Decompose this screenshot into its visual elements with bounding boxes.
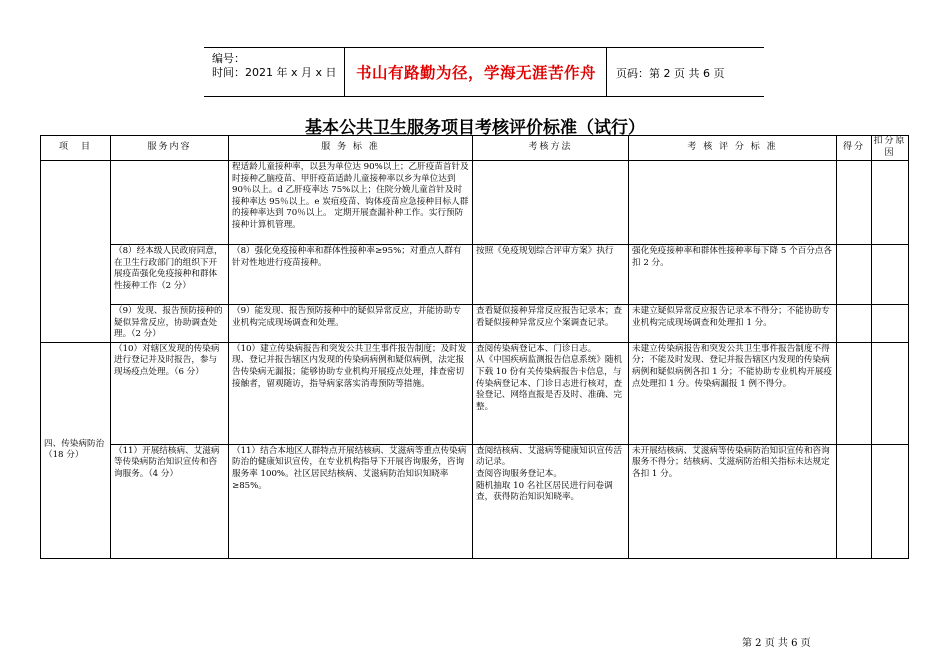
project-cell: 四、传染病防治（18 分）	[41, 342, 111, 558]
deduction-cell	[872, 444, 909, 558]
date-text: 时间：2021 年 x 月 x 日	[212, 66, 337, 79]
standard-cell: （8）强化免疫接种率和群体性接种率≥95%；对重点人群有针对性地进行疫苗接种。	[229, 245, 473, 305]
content-cell	[111, 161, 229, 245]
score-cell	[837, 245, 872, 305]
content-cell: （8）经本级人民政府同意，在卫生行政部门的组织下开展疫苗强化免疫接种和群体性接种工作（2 分）	[111, 245, 229, 305]
column-header-scoring: 考 核 评 分 标 准	[629, 136, 837, 161]
column-header-deduction: 扣分原因	[872, 136, 909, 161]
header-page-info: 页码：第 2 页 共 6 页	[616, 67, 725, 80]
content-cell: （9）发现、报告预防接种的疑似异常反应，协助调查处理。（2 分）	[111, 305, 229, 343]
standard-cell: （10）建立传染病报告和突发公共卫生事件报告制度；及时发现、登记并报告辖区内发现的传染病病例和疑似病例，法定报告传染病无漏报；能够协助专业机构开展疫点处理，排查密切接触者，留观随访，指导病家落实消毒预防等措施。	[229, 342, 473, 444]
score-cell	[837, 305, 872, 343]
standard-cell: 程适龄儿童接种率，以县为单位达 90%以上；乙肝疫苗首针及时接种乙脑疫苗、甲肝疫苗适龄儿童接种率以乡为单位达到 90％以上。d 乙肝疫率达 75%以上；住院分娩儿童首针及时接种率达 95％以上。e 炭疽疫苗、钩体疫苗应急接种目标人群的接种率达到 70％以上。 定期开展查漏补种工作。实行预防接种计算机管理。	[229, 161, 473, 245]
scoring-cell: 未建立疑似异常反应报告记录本不得分；不能协助专业机构完成现场调查和处理扣 1 分。	[629, 305, 837, 343]
table-row	[41, 342, 909, 444]
header-divider	[606, 47, 607, 97]
method-cell: 按照《免疫规划综合评审方案》执行	[473, 245, 629, 305]
score-cell	[837, 342, 872, 444]
method-cell	[473, 161, 629, 245]
table-row	[41, 245, 909, 305]
deduction-cell	[872, 161, 909, 245]
page-footer: 第 2 页 共 6 页	[742, 638, 811, 649]
header-meta	[212, 52, 337, 80]
column-header-method: 考核方法	[473, 136, 629, 161]
scoring-cell: 强化免疫接种率和群体性接种率每下降 5 个百分点各扣 2 分。	[629, 245, 837, 305]
table-row	[41, 444, 909, 558]
scoring-cell: 未建立传染病报告和突发公共卫生事件报告制度不得分；不能及时发现、登记并报告辖区内发现的传染病病例和疑似病例各扣 1 分；不能协助专业机构开展疫点处理扣 1 分。传染病漏报 1 例不得分。	[629, 342, 837, 444]
standard-cell: （11）结合本地区人群特点开展结核病、艾滋病等重点传染病防治的健康知识宣传，在专业机构指导下开展咨询服务，咨询服务率 100%。社区居民结核病、艾滋病防治知识知晓率≥85%。	[229, 444, 473, 558]
header-bottom-rule	[204, 96, 764, 97]
method-cell: 查阅传染病登记本、门诊日志。 从《中国疾病监测报告信息系统》随机下载 10 份有关传染病报告卡信息，与传染病登记本、门诊日志进行核对，查验登记、网络直报是否及时、准确、完整。	[473, 342, 629, 444]
column-header-content: 服务内容	[111, 136, 229, 161]
table-row	[41, 305, 909, 343]
score-cell	[837, 161, 872, 245]
document-title: 基本公共卫生服务项目考核评价标准（试行）	[305, 118, 645, 138]
column-header-score: 得分	[837, 136, 872, 161]
deduction-cell	[872, 305, 909, 343]
content-cell: （10）对辖区发现的传染病进行登记并及时报告，参与现场疫点处理。（6 分）	[111, 342, 229, 444]
content-cell: （11）开展结核病、艾滋病等传染病防治知识宣传和咨询服务。（4 分）	[111, 444, 229, 558]
standard-cell: （9）能发现、报告预防接种中的疑似异常反应，并能协助专业机构完成现场调查和处理。	[229, 305, 473, 343]
header-motto: 书山有路勤为径，学海无涯苦作舟	[355, 64, 596, 82]
score-cell	[837, 444, 872, 558]
deduction-cell	[872, 245, 909, 305]
project-cell	[41, 161, 111, 343]
header-top-rule	[204, 47, 764, 48]
scoring-cell: 未开展结核病、艾滋病等传染病防治知识宣传和咨询服务不得分；结核病、艾滋病防治相关指标未达规定各扣 1 分。	[629, 444, 837, 558]
document-header	[204, 47, 764, 97]
scoring-cell	[629, 161, 837, 245]
column-header-standard: 服 务 标 准	[229, 136, 473, 161]
deduction-cell	[872, 342, 909, 444]
table-row	[41, 161, 909, 245]
column-header-project: 项 目	[41, 136, 111, 161]
method-cell: 查看疑似接种异常反应报告记录本；查看疑似接种异常反应个案调查记录。	[473, 305, 629, 343]
table-header-row	[41, 136, 909, 161]
doc-number-label: 编号：	[212, 52, 245, 65]
method-cell: 查阅结核病、艾滋病等健康知识宣传活动记录。 查阅咨询服务登记本。 随机抽取 10 名社区居民进行问卷调查，获得防治知识知晓率。	[473, 444, 629, 558]
header-divider	[344, 47, 345, 97]
evaluation-table	[40, 135, 909, 559]
